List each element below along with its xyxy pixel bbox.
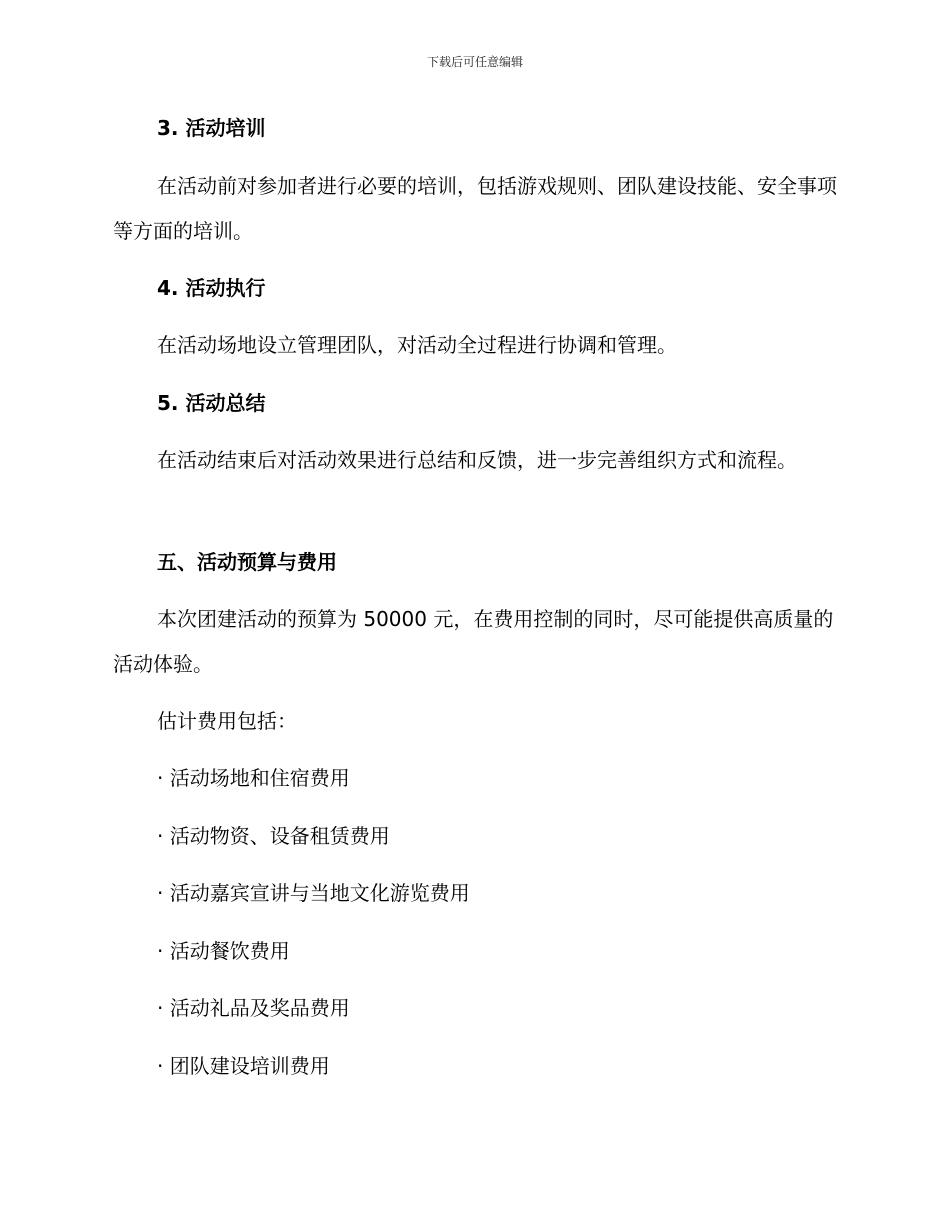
budget-list-item: · 活动礼品及奖品费用 xyxy=(157,996,350,1020)
budget-list-item: · 活动物资、设备租赁费用 xyxy=(157,824,390,848)
budget-list-item: · 活动餐饮费用 xyxy=(157,939,290,963)
section-paragraph-summary: 在活动结束后对活动效果进行总结和反馈，进一步完善组织方式和流程。 xyxy=(157,448,797,472)
section-paragraph-execution: 在活动场地设立管理团队，对活动全过程进行协调和管理。 xyxy=(157,333,677,357)
section-heading-execution: 4. 活动执行 xyxy=(157,276,266,300)
budget-list-item: · 活动场地和住宿费用 xyxy=(157,766,350,790)
section-paragraph-training: 在活动前对参加者进行必要的培训，包括游戏规则、团队建设技能、安全事项等方面的培训。 xyxy=(113,174,837,243)
budget-list-intro: 估计费用包括： xyxy=(157,709,297,733)
budget-paragraph: 本次团建活动的预算为 50000 元，在费用控制的同时，尽可能提供高质量的活动体验。 xyxy=(113,607,834,676)
page-header: 下载后可任意编辑 xyxy=(426,55,523,69)
section-heading-training: 3. 活动培训 xyxy=(157,116,266,140)
budget-list-item: · 活动嘉宾宣讲与当地文化游览费用 xyxy=(157,881,470,905)
section-heading-summary: 5. 活动总结 xyxy=(157,391,266,415)
budget-heading: 五、活动预算与费用 xyxy=(157,550,337,574)
budget-list-item: · 团队建设培训费用 xyxy=(157,1054,330,1078)
